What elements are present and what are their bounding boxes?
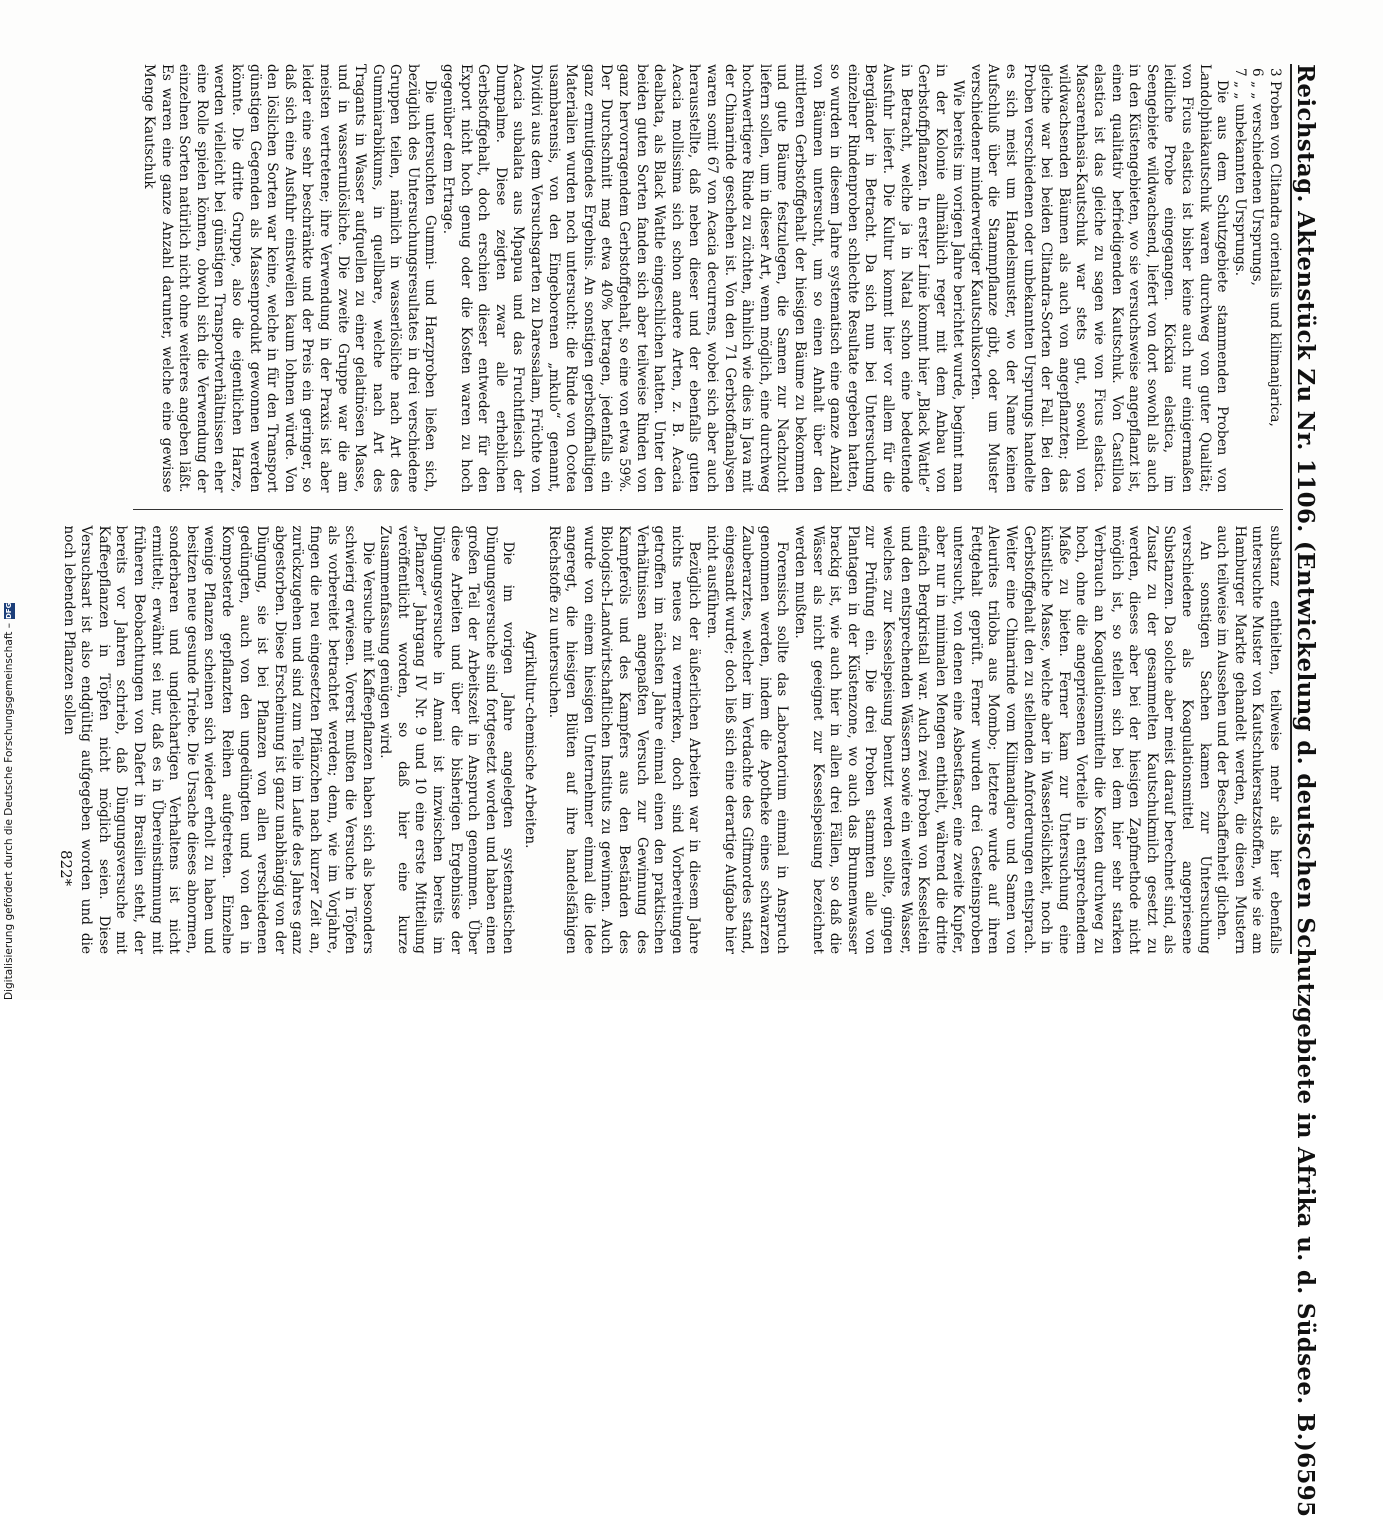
column-divider [133, 509, 1283, 510]
left-column [133, 64, 1283, 493]
dfg-logo-icon: DFG [4, 602, 13, 620]
paragraph: Die aus dem Schutzgebiete stammenden Proben von Landolphiakautschuk waren durchweg von guter Qualität; von Ficus elastica ist bisher keine auch nur einigermaßen leidliche Probe eingegangen. Kickxia elastica, im Seengebiete wildwachsend, liefert von dort sowohl als auch in den Küstengebieten, wo sie versuchsweise angepflanzt ist, einen qualitativ befriedigenden Kautschuk. Von Castilloa elastica ist das gleiche zu sagen wie von Ficus elastica. Mascarenhasia-Kautschuk war stets gut, sowohl von wildwachsenden Bäumen als auch von angepflanzten; das gleiche war bei beiden Clitandra-Sorten der Fall. Bei den Proben verschiedenen oder unbekannten Ursprungs handelte es sich meist um Handelsmuster, wo der Name keinen Aufschluß über die Stammpflanze gibt, oder um Muster verschiedener minderwertiger Kautschuksorten. [967, 64, 1231, 493]
digitization-credit [2, 602, 16, 1000]
paragraph: Bezüglich der äußerlichen Arbeiten war in diesem Jahre nichts neues zu vermerken, doch sind Vorbereitungen getroffen im nächsten Jahre einmal einen den praktischen Verhältnissen angepaßten Versuch zur Gewinnung des Kampferöls und des Kampfers aus den Beständen des Biologisch-Landwirtschaftlichen Instituts zu gewinnen. Auch wurde von einem hiesigen Unternehmer einmal die Idee angeregt, die hiesigen Blüten auf ihre handelsfähigen Riechstoffe zu untersuchen. [545, 525, 703, 954]
footer-page-number: 822* [57, 850, 75, 887]
section-heading: Agrikultur-chemische Arbeiten. [522, 631, 539, 849]
list-item: 3 Proben von Clitandra orientalis und kilimanjarica, [1267, 68, 1283, 427]
paragraph: Die Versuche mit Kaffeepflanzen haben sich als besonders schwierig erwiesen. Vorerst mußten die Versuche in Töpfen als vorbereitet betrachtet werden; denn, wie im Vorjahre, fingen die neu eingesetzten Pflänzchen nach kurzer Zeit an, zurückzugehen und sind zum Teile im Laufe des Jahres ganz abgestorben. Diese Erscheinung ist ganz unabhängig von der Düngung, sie ist bei Pflanzen von allen verschiedenen gedüngten, auch von den ungedüngten und von den in Komposterde gepflanzten Reihen aufgetreten. Einzelne wenige Pflanzen scheinen sich wieder erholt zu haben und besitzen neue gesunde Triebe. Die Ursache dieses abnormen, sonderbaren und ungleichartigen Verhaltens ist nicht ermittelt; erwähnt sei nur, daß es in Übereinstimmung mit früheren Beobachtungen von Dafert in Brasilien steht, der bereits vor Jahren schrieb, daß Düngungsversuche mit Kaffeepflanzen in Töpfen nicht möglich seien. Diese Versuchsart ist also endgültig aufgegeben worden und die noch lebenden Pflanzen sollen [60, 525, 376, 954]
header-page-number: 6595 [1292, 1452, 1319, 1517]
paragraph: Forensisch sollte das Laboratorium einmal in Anspruch genommen werden, indem die Apotheke eines schwarzen Zauberarztes, welcher im Verdachte des Giftmordes stand, eingesandt wurde; doch ließ sich eine derartige Aufgabe hier nicht ausführen. [704, 525, 791, 954]
list-item: 6 „ „ verschiedenen Ursprungs, [1249, 68, 1266, 286]
paragraph: An sonstigen Sachen kamen zur Untersuchung verschiedene als Koagulationsmittel angepriesene Substanzen. Da solche aber meist darauf berechnet sind, als Zusatz zu der gesammelten Kautschukmilch gesetzt zu werden, dieses aber bei der hiesigen Zapfmethode nicht möglich ist, so stellen sich bei dem hier sehr starken Verbrauch an Koagulationsmitteln die Kosten durchweg zu hoch, ohne die angepriesenen Vorteile in entsprechendem Maße zu bieten. Ferner kam zur Untersuchung eine künstliche Masse, welche aber in Wasserlöslichkeit, noch in Gerbstoffgehalt den zu stellenden Anforderungen entsprach. Weiter eine Chinarinde vom Kilimandjaro und Samen von Aleurites triloba aus Mombo; letztere wurde auf ihren Fettgehalt geprüft. Ferner wurden drei Gesteinsproben untersucht, von denen eine Asbestfaser, eine zweite Kupfer, aber nur in minimalen Mengen enthielt, während die dritte einfach Bergkristall war. Auch zwei Proben von Kesselstein und den entsprechenden Wässern sowie ein weiteres Wasser, welches zur Kesselspeisung benutzt werden sollte, gingen zur Prüfung ein. Die drei Proben stammten alle von Plantagen in der Küstenzone, wo auch das Brunnenwasser brackig ist, wie auch hier in allen drei Fällen, so daß die Wässer als nicht geeignet zur Kesselspeisung bezeichnet werden mußten. [791, 525, 1213, 954]
running-header [1290, 64, 1328, 1517]
paragraph: Die untersuchten Gummi- und Harzproben ließen sich, bezüglich des Untersuchungsresultates in drei verschiedene Gruppen teilen, nämlich in wasserlösliche nach Art des Gummiarabikums, in quellbare, welche nach Art des Tragants in Wasser aufquellen zu einer gelatinösen Masse, und in wasserunlösliche. Die zweite Gruppe war die am meisten vertretene; ihre Verwendung in der Praxis ist aber leider eine sehr beschränkte und der Preis ein geringer, so daß sich eine Ausfuhr einstweilen kaum lohnen würde. Von den löslichen Sorten war keine, welche in für den Transport günstigen Gegenden als Massenprodukt gewonnen werden könnte. Die dritte Gruppe, also die eigentlichen Harze, werden vielleicht bei günstigen Transportverhältnissen eher eine Rolle spielen können, obwohl sich die Verwendung der einzelnen Sorten natürlich nicht ohne weiteres angeben läßt. Es waren eine ganze Anzahl darunter, welche eine gewisse Menge Kautschuk [141, 64, 439, 493]
paragraph: Wie bereits im vorigen Jahre berichtet wurde, beginnt man in der Kolonie allmählich reger mit dem Anbau von Gerbstoffpflanzen. In erster Linie kommt hier „Black Wattle“ in Betracht, welche ja in Natal schon eine bedeutende Ausfuhr liefert. Die Kultur kommt hier vor allem für die Bergländer in Betracht. Da sich nun bei Untersuchung einzelner Rindenproben schlechte Resultate ergeben hatten, so wurden in diesem Jahre systematisch eine ganze Anzahl von Bäumen untersucht, um so einen Anhalt über den mittleren Gerbstoffgehalt der hiesigen Bäume zu bekommen und gute Bäume festzulegen, die Samen zur Nachzucht liefern sollen, um in dieser Art, wenn möglich, eine durchweg hochwertigere Rinde zu züchten, ähnlich wie dies in Java mit der Chinarinde geschehen ist. Von den 71 Gerbstoffanalysen waren somit 67 von Acacia decurrens, wobei sich aber auch herausstellte, daß neben dieser und der ebenfalls guten Acacia mollissima sich schon andere Arten, z. B. Acacia dealbata, als Black Wattle eingeschlichen hatten. Unter den beiden guten Sorten fanden sich aber teilweise Rinden von ganz hervorragendem Gerbstoffgehalt, so eine von etwa 59%. Der Durchschnitt mag etwa 40% betragen, jedenfalls ein ganz ermutigendes Ergebnis. An sonstigen gerbstoffhaltigen Materialien wurden noch untersucht: die Rinde von Ocotea usambarensis, von den Eingeborenen „mkulo“ genannt, Dividivi aus dem Versuchsgarten zu Daressalam, Früchte von Acacia subalata aus Mpapua und das Fruchtfleisch der Dumpalme. Diese zeigten zwar alle erheblichen Gerbstoffgehalt, doch erschien dieser entweder für den Export nicht hoch genug oder die Kosten waren zu hoch gegenüber dem Ertrage. [440, 64, 967, 493]
credit-text: Digitalisierung gefördert durch die Deutsche Forschungsgemeinschaft – [3, 623, 15, 1000]
header-title: Reichstag. Aktenstück Zu Nr. 1106. (Entwickelung d. deutschen Schutzgebiete in Afrika u. d. Südsee. B.) [1292, 64, 1319, 1453]
paragraph: substanz enthielten, teilweise mehr als hier ebenfalls untersuchte Muster von Kautschukersatzstoffen, wie sie am Hamburger Markte gehandelt werden, die diesen Mustern auch teilweise im Aussehen und der Beschaffenheit glichen. [1214, 525, 1283, 954]
paragraph: Die im vorigen Jahre angelegten systematischen Düngungsversuche sind fortgesetzt worden und haben einen großen Teil der Arbeitszeit in Anspruch genommen. Über diese Arbeiten und über die bisherigen Ergebnisse der Düngungsversuche in Amani ist inzwischen bereits im „Pflanzer“ Jahrgang IV Nr. 9 und 10 eine erste Mitteilung veröffentlicht worden, so daß hier eine kurze Zusammenfassung genügen wird. [377, 525, 517, 954]
list-item: 7 „ „ unbekannten Ursprungs. [1231, 68, 1248, 277]
